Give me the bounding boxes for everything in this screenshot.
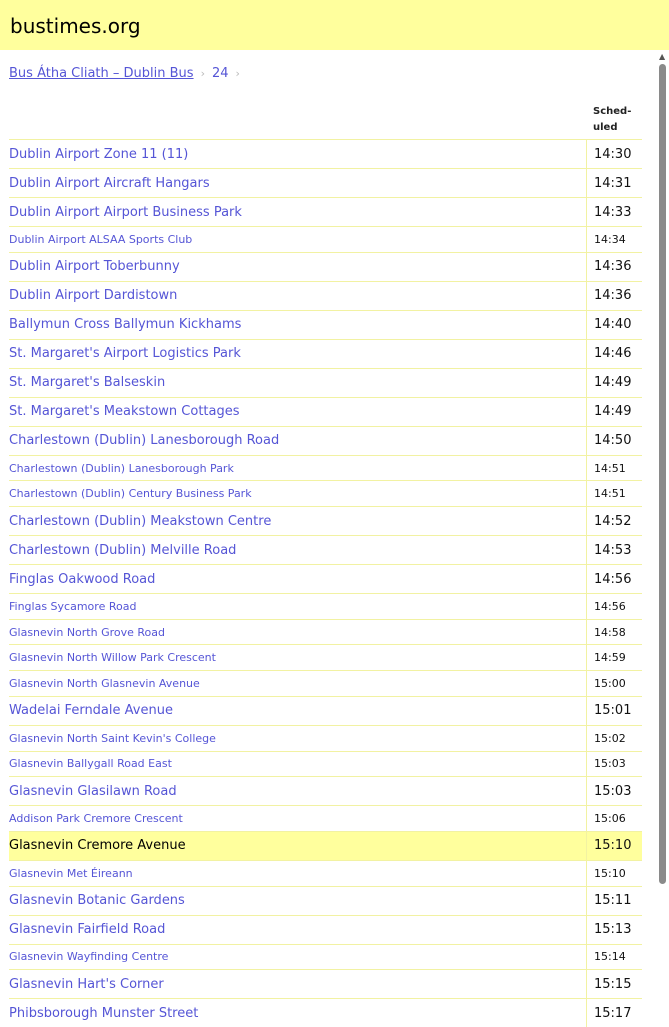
table-row [9,252,642,281]
stop-name-link[interactable]: Charlestown (Dublin) Lanesborough Road [9,426,587,455]
timetable [9,139,642,1027]
table-row [9,645,642,671]
table-row [9,339,642,368]
scheduled-time: 15:01 [587,696,643,725]
stop-name-link[interactable]: Glasnevin North Grove Road [9,619,587,645]
table-row [9,944,642,970]
table-row [9,671,642,697]
stop-name-link[interactable]: St. Margaret's Balseskin [9,368,587,397]
table-row [9,507,642,536]
stop-name-link[interactable]: Glasnevin Fairfield Road [9,915,587,944]
site-header [0,0,669,50]
stop-name-link[interactable]: Glasnevin Glasilawn Road [9,777,587,806]
scheduled-time: 15:03 [587,751,643,777]
table-row [9,806,642,832]
breadcrumb-separator-icon: › [200,67,205,80]
stop-name-link[interactable]: Phibsborough Munster Street [9,999,587,1027]
stop-name-link[interactable]: Charlestown (Dublin) Meakstown Centre [9,507,587,536]
stop-name-link[interactable]: Wadelai Ferndale Avenue [9,696,587,725]
scheduled-time: 14:59 [587,645,643,671]
breadcrumb-operator-link[interactable]: Bus Átha Cliath – Dublin Bus [9,66,194,81]
stop-name-link[interactable]: Addison Park Cremore Crescent [9,806,587,832]
scheduled-time: 14:53 [587,536,643,565]
scheduled-column-header [593,104,631,136]
breadcrumb-route[interactable]: 24 [211,66,229,81]
scrollbar[interactable] [657,50,669,1024]
scroll-up-icon[interactable]: ▲ [659,52,666,61]
stop-name-link[interactable]: Dublin Airport ALSAA Sports Club [9,227,587,253]
table-row [9,777,642,806]
col-header-line: Sched- [593,106,632,117]
table-row [9,481,642,507]
site-title[interactable]: bustimes.org [10,14,141,38]
scheduled-time: 14:46 [587,339,643,368]
stop-name-link[interactable]: Glasnevin Hart's Corner [9,970,587,999]
breadcrumb-separator-icon: › [235,67,240,80]
stop-name-link[interactable]: Glasnevin North Willow Park Crescent [9,645,587,671]
table-row [9,198,642,227]
scheduled-time: 14:34 [587,227,643,253]
stop-name-link[interactable]: Charlestown (Dublin) Lanesborough Park [9,455,587,481]
table-row [9,860,642,886]
table-row [9,999,642,1027]
scheduled-time: 14:40 [587,310,643,339]
stop-name-link[interactable]: Charlestown (Dublin) Century Business Park [9,481,587,507]
table-row [9,751,642,777]
scheduled-time: 14:49 [587,397,643,426]
scheduled-time: 14:33 [587,198,643,227]
table-row [9,426,642,455]
stop-name-link[interactable]: Glasnevin Met Éireann [9,860,587,886]
stop-name-link[interactable]: Glasnevin Wayfinding Centre [9,944,587,970]
table-row [9,281,642,310]
table-row [9,831,642,860]
table-row [9,227,642,253]
scheduled-time: 14:51 [587,481,643,507]
scheduled-time: 15:11 [587,886,643,915]
scheduled-time: 15:10 [587,831,643,860]
table-row [9,565,642,594]
table-row [9,696,642,725]
table-row [9,536,642,565]
table-row [9,455,642,481]
scheduled-time: 14:31 [587,169,643,198]
scheduled-time: 14:51 [587,455,643,481]
breadcrumb [9,66,247,81]
scheduled-time: 15:10 [587,860,643,886]
scheduled-time: 15:06 [587,806,643,832]
stop-name-link[interactable]: Dublin Airport Airport Business Park [9,198,587,227]
table-row [9,619,642,645]
scheduled-time: 14:36 [587,252,643,281]
stop-name-link[interactable]: Ballymun Cross Ballymun Kickhams [9,310,587,339]
scheduled-time: 14:58 [587,619,643,645]
table-row [9,368,642,397]
scheduled-time: 14:36 [587,281,643,310]
stop-name-link[interactable]: Dublin Airport Zone 11 (11) [9,140,587,169]
table-row [9,970,642,999]
scheduled-time: 14:49 [587,368,643,397]
stop-name-link[interactable]: Glasnevin Ballygall Road East [9,751,587,777]
table-row [9,397,642,426]
scheduled-time: 15:17 [587,999,643,1027]
table-row [9,594,642,620]
scheduled-time: 15:15 [587,970,643,999]
stop-name-link[interactable]: St. Margaret's Airport Logistics Park [9,339,587,368]
table-row [9,725,642,751]
stop-name-link[interactable]: St. Margaret's Meakstown Cottages [9,397,587,426]
stop-name-link[interactable]: Dublin Airport Aircraft Hangars [9,169,587,198]
stop-name-link[interactable]: Finglas Sycamore Road [9,594,587,620]
table-row [9,915,642,944]
table-row [9,169,642,198]
table-row [9,886,642,915]
stop-name-link[interactable]: Dublin Airport Dardistown [9,281,587,310]
col-header-line: uled [593,122,618,133]
stop-name-link[interactable]: Glasnevin North Glasnevin Avenue [9,671,587,697]
scheduled-time: 14:30 [587,140,643,169]
scheduled-time: 14:52 [587,507,643,536]
scheduled-time: 15:00 [587,671,643,697]
stop-name-link[interactable]: Glasnevin Botanic Gardens [9,886,587,915]
stop-name-link[interactable]: Glasnevin North Saint Kevin's College [9,725,587,751]
scrollbar-thumb[interactable] [659,64,666,884]
stop-name-link[interactable]: Glasnevin Cremore Avenue [9,831,587,860]
stop-name-link[interactable]: Dublin Airport Toberbunny [9,252,587,281]
scheduled-time: 15:03 [587,777,643,806]
stop-name-link[interactable]: Charlestown (Dublin) Melville Road [9,536,587,565]
stop-name-link[interactable]: Finglas Oakwood Road [9,565,587,594]
table-row [9,140,642,169]
scheduled-time: 14:56 [587,594,643,620]
scheduled-time: 14:56 [587,565,643,594]
scheduled-time: 15:02 [587,725,643,751]
scheduled-time: 15:14 [587,944,643,970]
scheduled-time: 15:13 [587,915,643,944]
table-row [9,310,642,339]
scheduled-time: 14:50 [587,426,643,455]
